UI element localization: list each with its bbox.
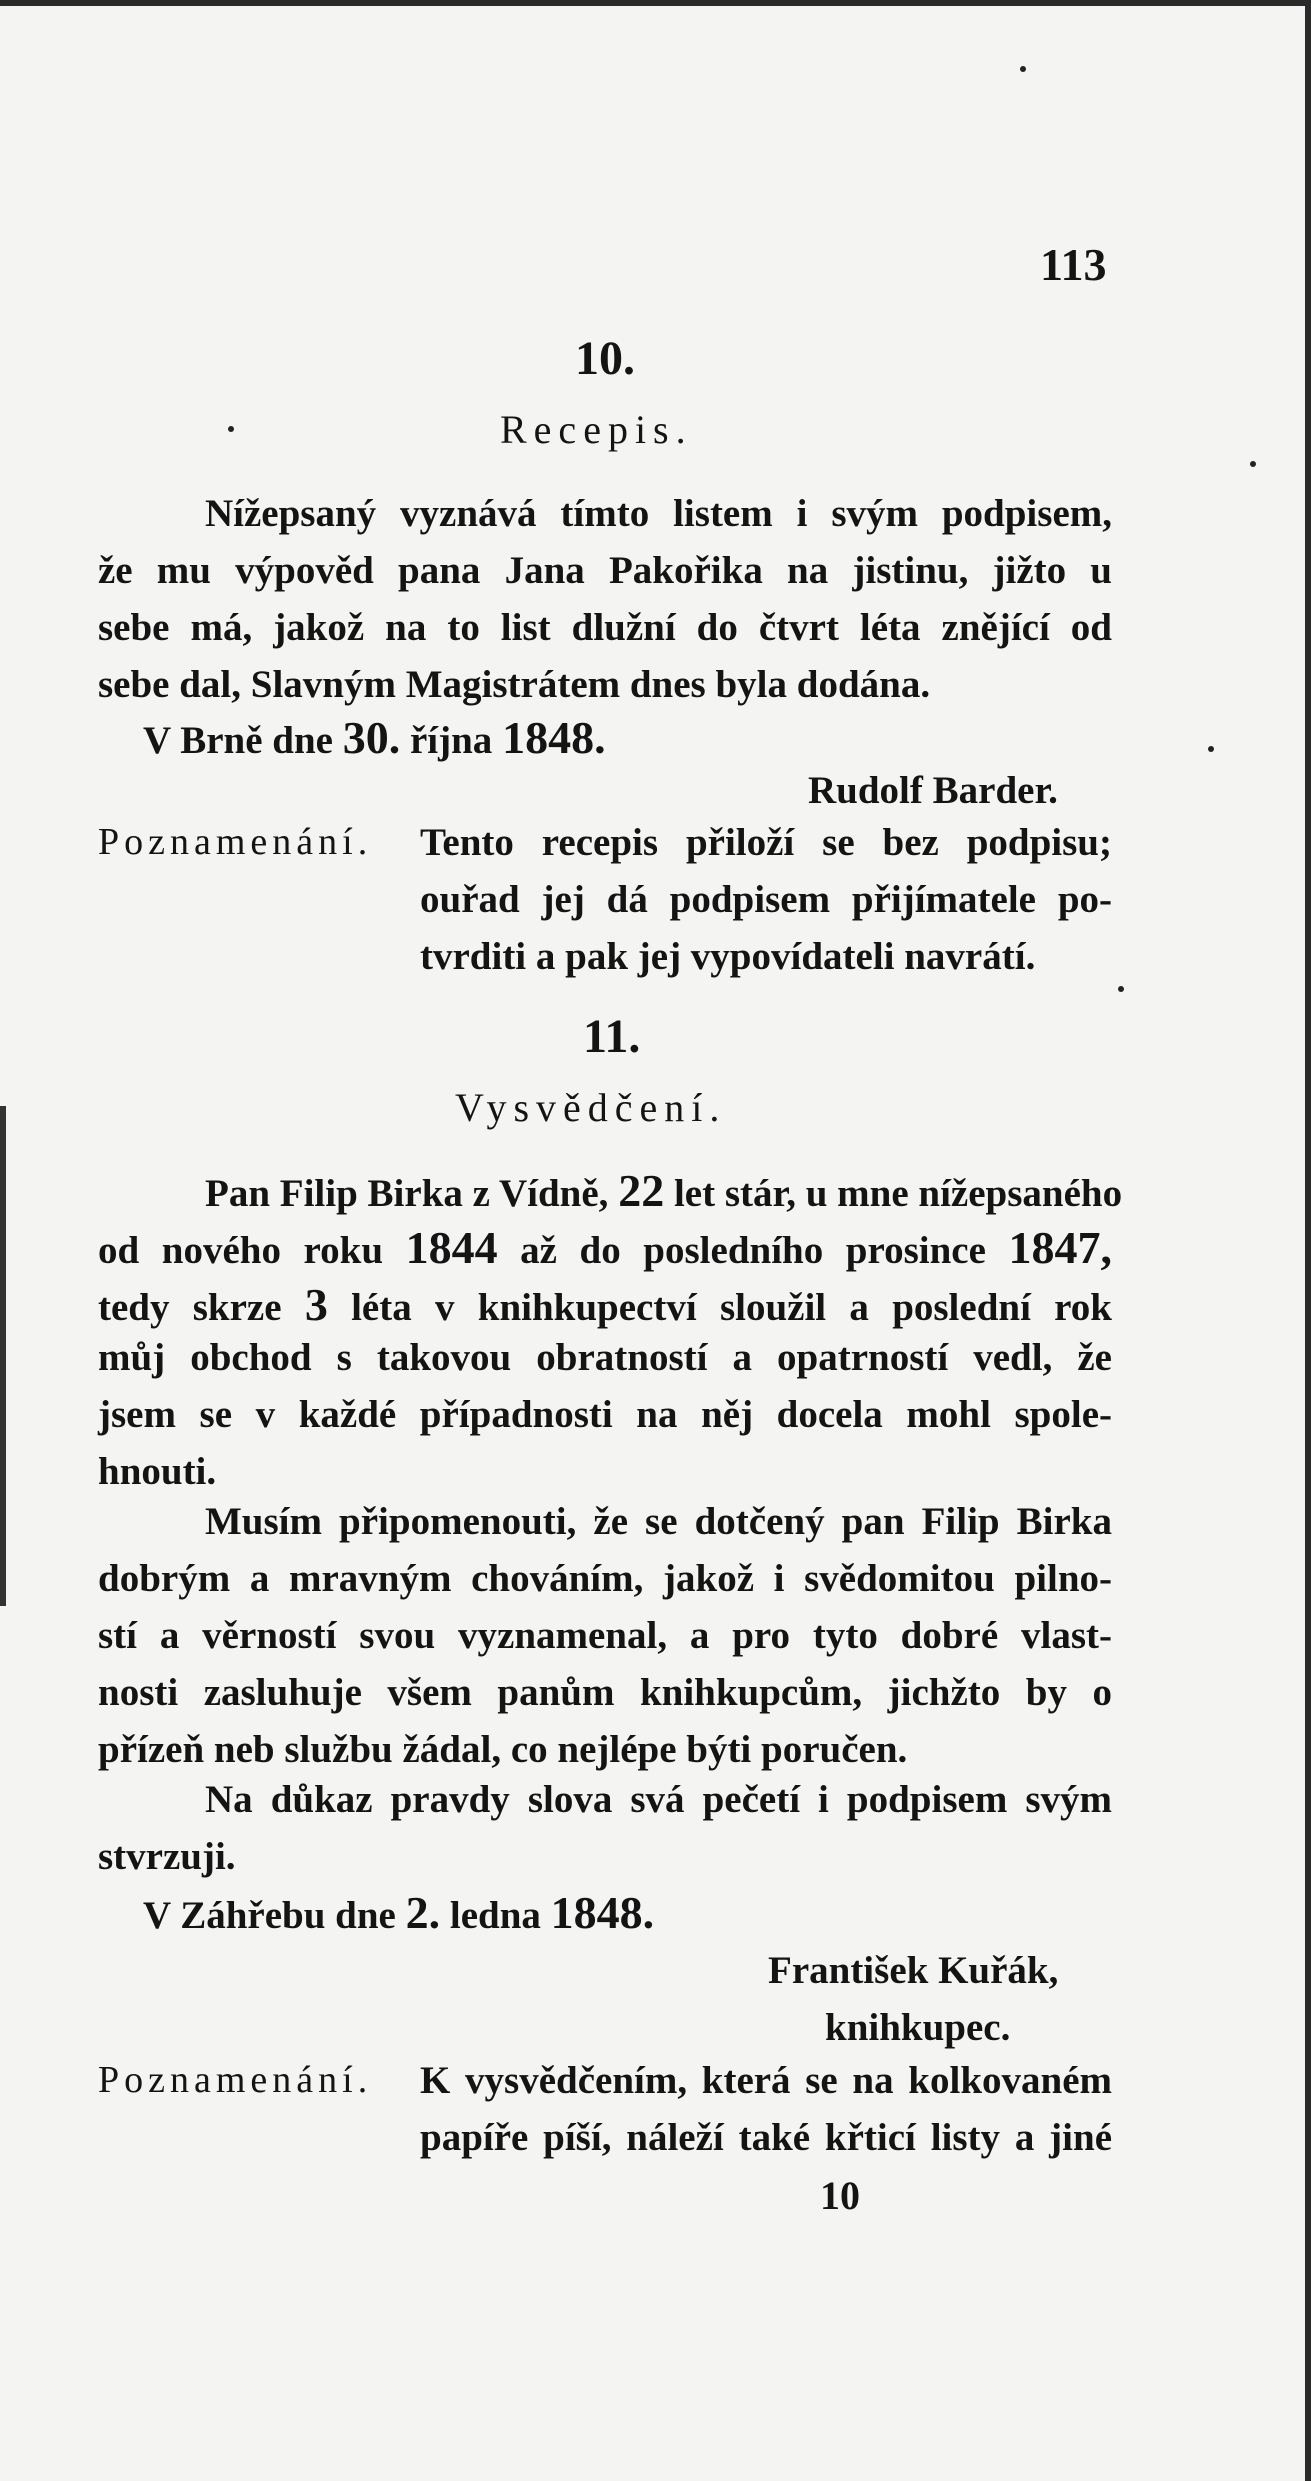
text-line: Na důkaz pravdy slova svá pečetí i podpisem svým xyxy=(205,1778,1112,1821)
note-label: Poznamenání. xyxy=(98,2059,373,2101)
catchword: 10 xyxy=(820,2173,860,2218)
section-number-11: 11. xyxy=(583,1010,641,1063)
note-line: ouřad jej dá podpisem přijímatele po- xyxy=(420,878,1112,921)
text-line: dobrým a mravným chováním, jakož i svědomitou pilno- xyxy=(98,1557,1112,1600)
note-label: Poznamenání. xyxy=(98,821,373,863)
text-line: jsem se v každé případnosti na něj docela mohl spole- xyxy=(98,1393,1112,1436)
text-line: sebe dal, Slavným Magistrátem dnes byla dodána. xyxy=(98,663,931,706)
text-line: hnouti. xyxy=(98,1450,217,1493)
text-line: že mu výpověd pana Jana Pakořika na jistinu, jižto u xyxy=(98,549,1112,592)
text-line: přízeň neb službu žádal, co nejlépe býti poručen. xyxy=(98,1728,908,1771)
place-date: V Záhřebu dne 2. ledna 1848. xyxy=(143,1887,655,1938)
scan-speck xyxy=(228,426,234,432)
text-line: stvrzuji. xyxy=(98,1835,236,1878)
text-line: stí a věrností svou vyznamenal, a pro tyto dobré vlast- xyxy=(98,1614,1112,1657)
note-line: tvrditi a pak jej vypovídateli navrátí. xyxy=(420,935,1036,978)
page-number: 113 xyxy=(1040,239,1107,290)
text-line: nosti zasluhuje všem panům knihkupcům, jichžto by o xyxy=(98,1671,1112,1714)
signature-title: knihkupec. xyxy=(825,2006,1011,2049)
note-line: papíře píší, náleží také křticí listy a jiné xyxy=(420,2116,1112,2159)
signature-name: František Kuřák, xyxy=(768,1949,1059,1992)
text-line: můj obchod s takovou obratností a opatrností vedl, že xyxy=(98,1336,1112,1379)
text-line: Nížepsaný vyznává tímto listem i svým podpisem, xyxy=(205,492,1112,535)
note-line: Tento recepis přiloží se bez podpisu; xyxy=(420,821,1112,864)
scan-speck xyxy=(1118,986,1124,992)
text-line: tedy skrze 3 léta v knihkupectví sloužil a poslední rok xyxy=(98,1279,1112,1330)
section-title-vysvedceni: Vysvědčení. xyxy=(455,1085,727,1130)
text-line: od nového roku 1844 až do posledního prosince 1847, xyxy=(98,1222,1112,1273)
place-date: V Brně dne 30. října 1848. xyxy=(143,712,606,763)
text-line: Pan Filip Birka z Vídně, 22 let stár, u mne nížepsaného xyxy=(205,1165,1123,1216)
binding-shadow xyxy=(0,1106,6,1606)
text-line: Musím připomenouti, že se dotčený pan Filip Birka xyxy=(205,1500,1112,1543)
scan-speck xyxy=(1208,746,1214,752)
scan-speck xyxy=(1250,461,1256,467)
text-line: sebe má, jakož na to list dlužní do čtvrt léta znějící od xyxy=(98,606,1112,649)
note-line: K vysvědčením, která se na kolkovaném xyxy=(420,2059,1112,2102)
signature: Rudolf Barder. xyxy=(808,769,1058,812)
scan-speck xyxy=(1020,66,1026,72)
section-title-recepis: Recepis. xyxy=(500,407,693,452)
section-number-10: 10. xyxy=(575,332,635,385)
